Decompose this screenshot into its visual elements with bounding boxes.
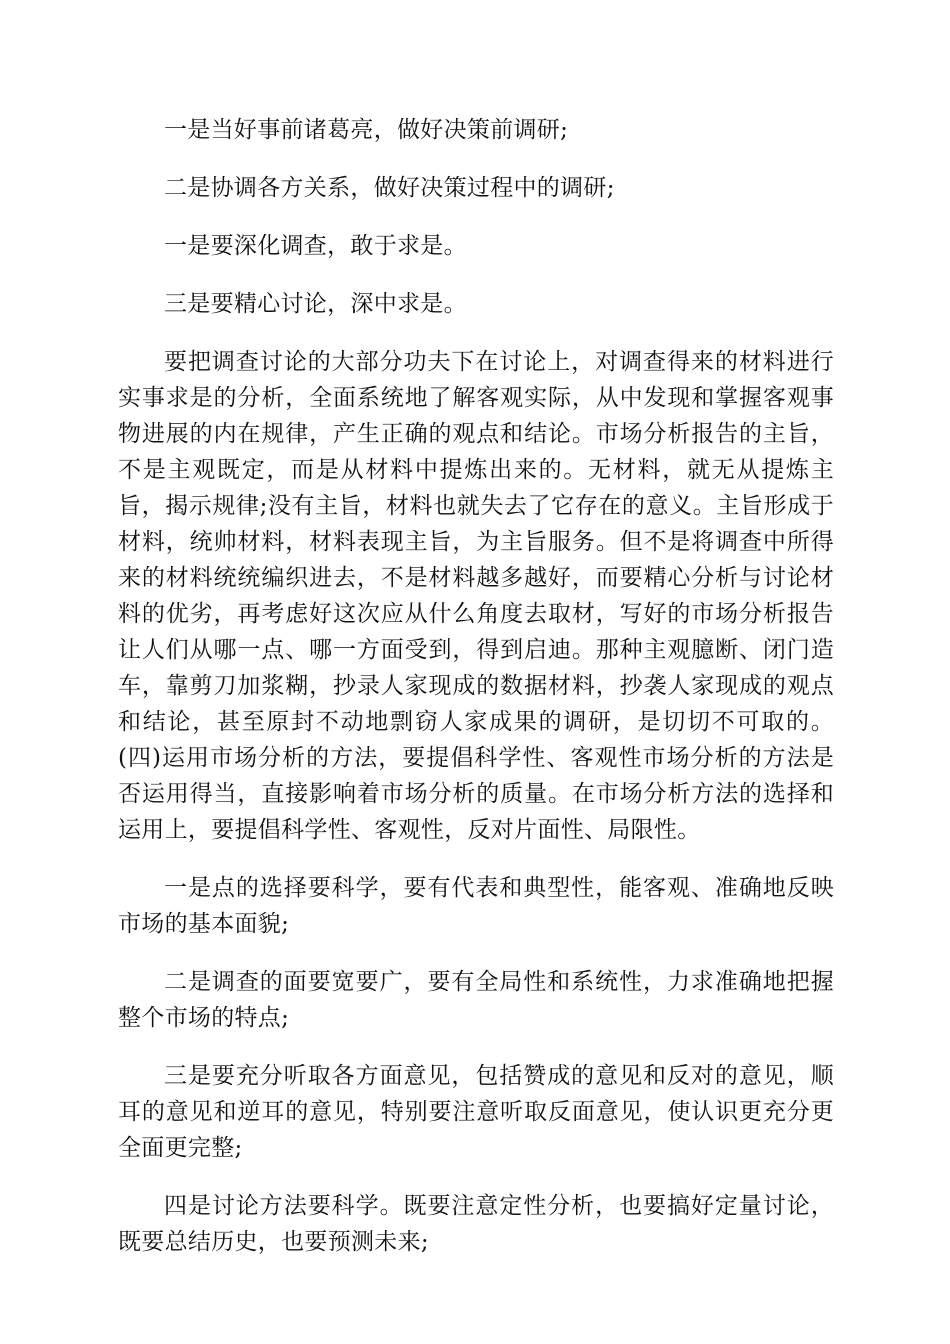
paragraph-7: 二是调查的面要宽要广，要有全局性和系统性，力求准确地把握整个市场的特点; bbox=[118, 969, 834, 1031]
paragraph-5: 要把调查讨论的大部分功夫下在讨论上，对调查得来的材料进行实事求是的分析，全面系统地了解客观实际，从中发现和掌握客观事物进展的内在规律，产生正确的观点和结论。市场分析报告的主旨，不是主观既定，而是从材料中提炼出来的。无材料，就无从提炼主旨，揭示规律;没有主旨，材料也就失去了它存在的意义。主旨形成于材料，统帅材料，材料表现主旨，为主旨服务。但不是将调查中所得来的材料统统编织进去，不是材料越多越好，而要精心分析与讨论材料的优劣，再考虑好这次应从什么角度去取材，写好的市场分析报告让人们从哪一点、哪一方面受到，得到启迪。那种主观臆断、闭门造车，靠剪刀加浆糊，抄录人家现成的数据材料，抄袭人家现成的观点和结论，甚至原封不动地剽窃人家成果的调研，是切切不可取的。(四)运用市场分析的方法，要提倡科学性、客观性市场分析的方法是否运用得当，直接影响着市场分析的质量。在市场分析方法的选择和运用上，要提倡科学性、客观性，反对片面性、局限性。 bbox=[118, 349, 834, 843]
paragraph-6: 一是点的选择要科学，要有代表和典型性，能客观、准确地反映市场的基本面貌; bbox=[118, 875, 834, 937]
document-body bbox=[118, 112, 834, 1282]
paragraph-3: 一是要深化调查，敢于求是。 bbox=[164, 233, 467, 259]
paragraph-2: 二是协调各方关系，做好决策过程中的调研; bbox=[164, 175, 615, 201]
paragraph-4: 三是要精心讨论，深中求是。 bbox=[164, 291, 467, 317]
paragraph-8: 三是要充分听取各方面意见，包括赞成的意见和反对的意见，顺耳的意见和逆耳的意见，特别要注意听取反面意见，使认识更充分更全面更完整; bbox=[118, 1063, 834, 1161]
paragraph-1: 一是当好事前诸葛亮，做好决策前调研; bbox=[164, 117, 569, 143]
paragraph-9: 四是讨论方法要科学。既要注意定性分析，也要搞好定量讨论，既要总结历史，也要预测未来; bbox=[118, 1193, 834, 1255]
